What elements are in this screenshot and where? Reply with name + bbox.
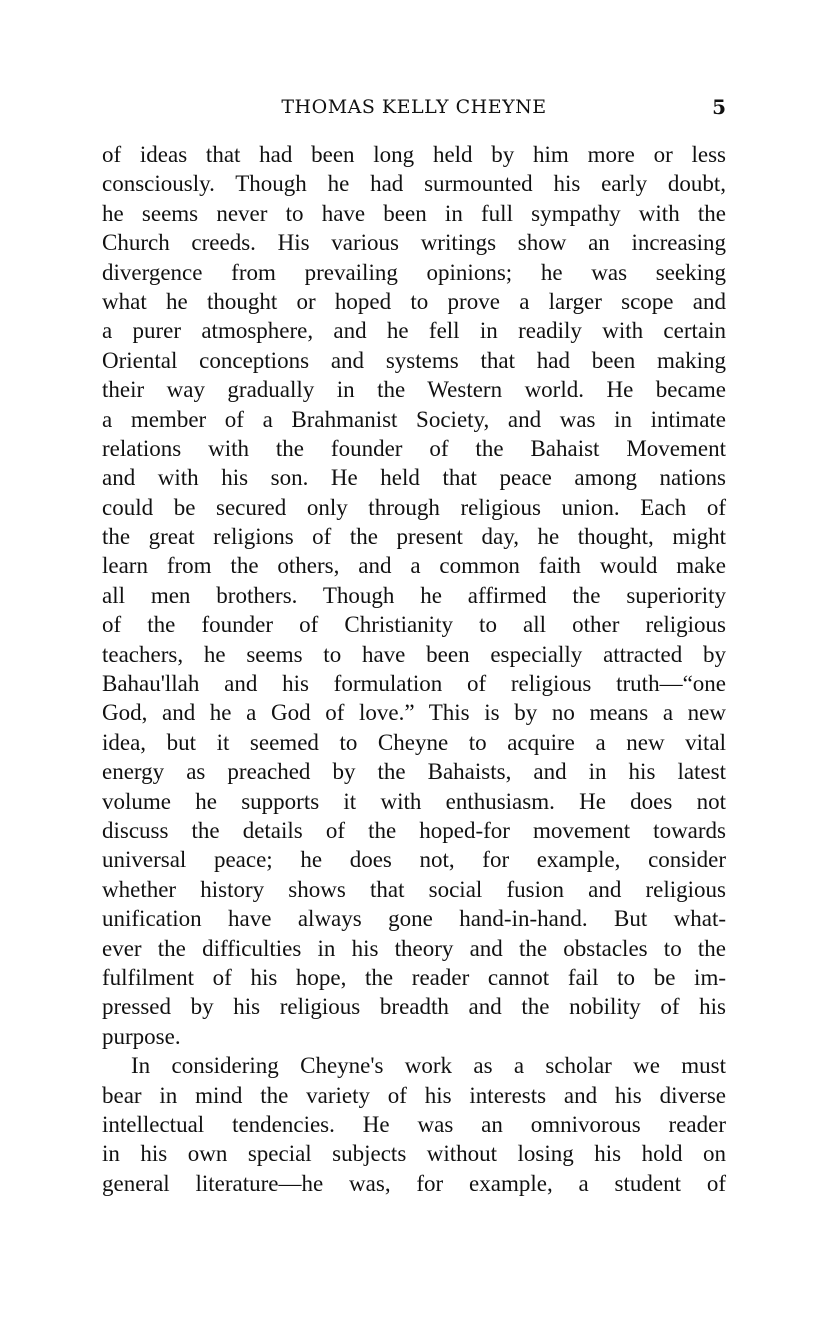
text-line: Bahau'llah and his formulation of religious truth—“one — [102, 671, 726, 697]
text-line: idea, but it seemed to Cheyne to acquire a new vital — [102, 729, 726, 755]
body-text — [102, 140, 726, 1198]
running-title: THOMAS KELLY CHEYNE — [281, 96, 547, 118]
text-line: divergence from prevailing opinions; he was seeking — [102, 259, 726, 285]
running-head — [102, 92, 726, 122]
text-line: relations with the founder of the Bahaist Movement — [102, 435, 726, 461]
text-line: fulfilment of his hope, the reader cannot fail to be im- — [102, 964, 726, 990]
text-line: a member of a Brahmanist Society, and was in intimate — [102, 406, 726, 432]
text-line: their way gradually in the Western world. He became — [102, 377, 726, 403]
text-line: of the founder of Christianity to all other religious — [102, 612, 726, 638]
text-line: Oriental conceptions and systems that had been making — [102, 347, 726, 373]
text-line: Church creeds. His various writings show an increasing — [102, 230, 726, 256]
text-line: discuss the details of the hoped-for movement towards — [102, 817, 726, 843]
text-line: all men brothers. Though he affirmed the superiority — [102, 582, 726, 608]
paragraph-end-line: purpose. — [102, 1023, 181, 1049]
text-line: bear in mind the variety of his interests and his diverse — [102, 1082, 726, 1108]
text-line: could be secured only through religious union. Each of — [102, 494, 726, 520]
text-line: what he thought or hoped to prove a larger scope and — [102, 288, 726, 314]
text-line: God, and he a God of love.” This is by no means a new — [102, 700, 726, 726]
text-line: energy as preached by the Bahaists, and in his latest — [102, 759, 726, 785]
text-line: consciously. Though he had surmounted his early doubt, — [102, 171, 726, 197]
text-line: and with his son. He held that peace among nations — [102, 465, 726, 491]
text-line: pressed by his religious breadth and the nobility of his — [102, 994, 726, 1020]
text-line: a purer atmosphere, and he fell in readily with certain — [102, 318, 726, 344]
text-line: of ideas that had been long held by him more or less — [102, 142, 726, 167]
text-line: whether history shows that social fusion and religious — [102, 876, 726, 902]
text-line: learn from the others, and a common faith would make — [102, 553, 726, 579]
text-line: intellectual tendencies. He was an omnivorous reader — [102, 1111, 726, 1137]
text-line: he seems never to have been in full sympathy with the — [102, 200, 726, 226]
text-line: ever the difficulties in his theory and the obstacles to the — [102, 935, 726, 961]
text-line: volume he supports it with enthusiasm. He does not — [102, 788, 726, 814]
text-line: universal peace; he does not, for example, consider — [102, 847, 726, 873]
text-line: teachers, he seems to have been especially attracted by — [102, 641, 726, 667]
text-line: unification have always gone hand-in-hand. But what- — [102, 906, 726, 932]
text-line: the great religions of the present day, he thought, might — [102, 524, 726, 550]
paragraph-start-line: In considering Cheyne's work as a scholar we must — [131, 1053, 726, 1079]
page-number: 5 — [712, 95, 726, 119]
text-line: in his own special subjects without losing his hold on — [102, 1141, 726, 1167]
text-line: general literature—he was, for example, a student of — [102, 1170, 726, 1196]
